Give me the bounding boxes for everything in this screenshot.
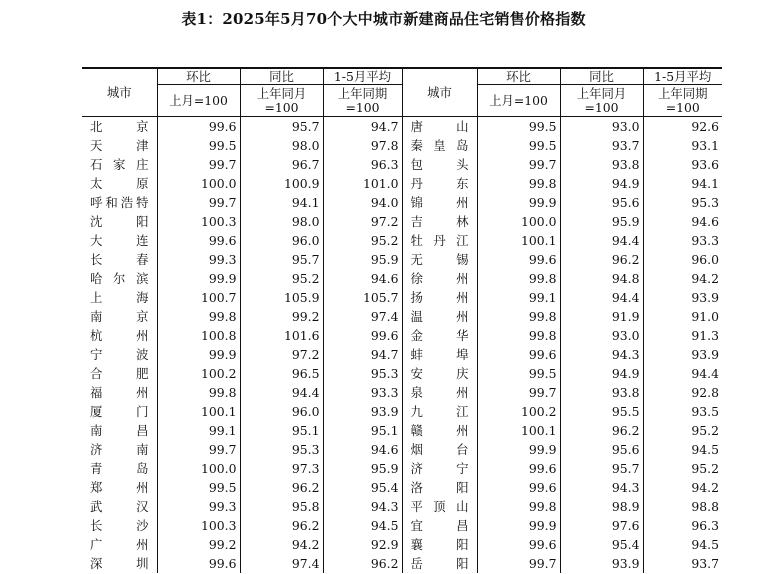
mom-cell: 99.8 — [157, 307, 240, 326]
city-cell: 烟台 — [402, 440, 477, 459]
avg-cell: 94.5 — [643, 440, 722, 459]
avg-cell: 94.5 — [323, 516, 402, 535]
city-cell: 襄阳 — [402, 535, 477, 554]
city-cell: 济南 — [90, 442, 149, 457]
table-row — [82, 440, 722, 459]
yoy-cell: 95.8 — [240, 497, 323, 516]
avg-cell: 95.3 — [643, 193, 722, 212]
yoy-cell: 95.5 — [560, 402, 643, 421]
yoy-cell: 96.5 — [240, 364, 323, 383]
mom-header: 环比 — [477, 68, 560, 85]
table-row — [82, 269, 722, 288]
avg-cell: 93.3 — [323, 383, 402, 402]
mom-cell: 99.8 — [477, 269, 560, 288]
table-row — [82, 345, 722, 364]
city-cell: 赣州 — [402, 421, 477, 440]
yoy-cell: 95.7 — [240, 117, 323, 137]
city-cell: 牡丹江 — [402, 231, 477, 250]
city-cell: 蚌埠 — [402, 345, 477, 364]
city-cell: 哈尔滨 — [90, 271, 149, 286]
table-row — [82, 383, 722, 402]
table-row — [82, 307, 722, 326]
city-cell: 北京 — [90, 119, 149, 134]
city-cell: 广州 — [90, 537, 149, 552]
avg-cell: 93.1 — [643, 136, 722, 155]
avg-cell: 94.6 — [323, 440, 402, 459]
city-cell: 郑州 — [90, 480, 149, 495]
table-row — [82, 231, 722, 250]
yoy-cell: 94.9 — [560, 364, 643, 383]
table-row — [82, 136, 722, 155]
mom-cell: 99.9 — [477, 440, 560, 459]
avg-cell: 93.9 — [643, 345, 722, 364]
table-row — [82, 459, 722, 478]
yoy-cell: 95.7 — [240, 250, 323, 269]
avg-cell: 92.9 — [323, 535, 402, 554]
city-cell: 泉州 — [402, 383, 477, 402]
city-cell: 杭州 — [90, 328, 149, 343]
city-cell: 金华 — [402, 326, 477, 345]
avg-cell: 92.6 — [643, 117, 722, 137]
yoy-cell: 95.2 — [240, 269, 323, 288]
mom-cell: 100.0 — [477, 212, 560, 231]
mom-cell: 99.6 — [477, 478, 560, 497]
yoy-cell: 100.9 — [240, 174, 323, 193]
table-row — [82, 174, 722, 193]
avg-cell: 101.0 — [323, 174, 402, 193]
city-cell: 吉林 — [402, 212, 477, 231]
avg-cell: 95.2 — [323, 231, 402, 250]
city-cell: 无锡 — [402, 250, 477, 269]
city-cell: 唐山 — [402, 117, 477, 137]
avg-cell: 94.2 — [643, 269, 722, 288]
yoy-cell: 96.2 — [560, 421, 643, 440]
avg-cell: 96.0 — [643, 250, 722, 269]
yoy-cell: 94.3 — [560, 478, 643, 497]
table-row — [82, 364, 722, 383]
city-cell: 合肥 — [90, 366, 149, 381]
mom-cell: 99.5 — [477, 117, 560, 137]
city-cell: 宜昌 — [402, 516, 477, 535]
yoy-cell: 93.0 — [560, 117, 643, 137]
mom-cell: 99.6 — [477, 459, 560, 478]
yoy-cell: 94.8 — [560, 269, 643, 288]
mom-cell: 99.7 — [477, 554, 560, 573]
avg-cell: 94.1 — [643, 174, 722, 193]
avg-cell: 95.9 — [323, 459, 402, 478]
mom-cell: 99.3 — [157, 497, 240, 516]
mom-subheader: 上月=100 — [477, 85, 560, 117]
avg-header: 1-5月平均 — [643, 68, 722, 85]
city-cell: 长沙 — [90, 518, 149, 533]
avg-cell: 94.5 — [643, 535, 722, 554]
table-row — [82, 516, 722, 535]
yoy-cell: 96.0 — [240, 231, 323, 250]
yoy-cell: 97.2 — [240, 345, 323, 364]
city-cell: 福州 — [90, 385, 149, 400]
city-cell: 宁波 — [90, 347, 149, 362]
mom-cell: 99.6 — [477, 250, 560, 269]
avg-cell: 95.3 — [323, 364, 402, 383]
yoy-cell: 95.4 — [560, 535, 643, 554]
avg-cell: 91.0 — [643, 307, 722, 326]
mom-cell: 99.6 — [157, 554, 240, 573]
avg-cell: 94.7 — [323, 345, 402, 364]
mom-cell: 100.1 — [477, 231, 560, 250]
yoy-subheader: 上年同月 =100 — [240, 85, 323, 117]
mom-cell: 99.8 — [477, 307, 560, 326]
avg-cell: 94.2 — [643, 478, 722, 497]
mom-cell: 99.8 — [477, 174, 560, 193]
mom-cell: 99.5 — [157, 136, 240, 155]
avg-cell: 94.6 — [323, 269, 402, 288]
mom-header: 环比 — [157, 68, 240, 85]
city-cell: 青岛 — [90, 461, 149, 476]
avg-header: 1-5月平均 — [323, 68, 402, 85]
yoy-cell: 105.9 — [240, 288, 323, 307]
city-cell: 太原 — [90, 176, 149, 191]
table-row — [82, 535, 722, 554]
avg-cell: 97.2 — [323, 212, 402, 231]
mom-cell: 99.6 — [157, 231, 240, 250]
yoy-cell: 97.6 — [560, 516, 643, 535]
mom-cell: 100.3 — [157, 212, 240, 231]
mom-cell: 99.7 — [157, 155, 240, 174]
table-row — [82, 117, 722, 137]
yoy-cell: 94.4 — [240, 383, 323, 402]
avg-cell: 94.6 — [643, 212, 722, 231]
mom-cell: 100.1 — [477, 421, 560, 440]
city-cell: 徐州 — [402, 269, 477, 288]
city-cell: 温州 — [402, 307, 477, 326]
city-cell: 包头 — [402, 155, 477, 174]
city-header: 城市 — [402, 68, 477, 117]
yoy-cell: 95.7 — [560, 459, 643, 478]
yoy-cell: 96.0 — [240, 402, 323, 421]
mom-cell: 99.9 — [477, 193, 560, 212]
price-index-table — [82, 67, 722, 573]
mom-cell: 99.5 — [157, 478, 240, 497]
avg-cell: 97.8 — [323, 136, 402, 155]
avg-cell: 105.7 — [323, 288, 402, 307]
yoy-cell: 95.3 — [240, 440, 323, 459]
city-cell: 秦皇岛 — [402, 136, 477, 155]
avg-cell: 93.9 — [323, 402, 402, 421]
yoy-cell: 95.6 — [560, 193, 643, 212]
mom-cell: 99.8 — [477, 497, 560, 516]
avg-cell: 96.3 — [323, 155, 402, 174]
mom-cell: 100.7 — [157, 288, 240, 307]
city-cell: 沈阳 — [90, 214, 149, 229]
table-row — [82, 554, 722, 573]
city-cell: 深圳 — [90, 556, 149, 571]
city-header: 城市 — [82, 68, 157, 117]
yoy-cell: 93.7 — [560, 136, 643, 155]
mom-cell: 99.6 — [477, 345, 560, 364]
city-cell: 上海 — [90, 290, 149, 305]
avg-cell: 95.2 — [643, 421, 722, 440]
city-cell: 大连 — [90, 233, 149, 248]
avg-cell: 93.3 — [643, 231, 722, 250]
avg-cell: 94.4 — [643, 364, 722, 383]
table-body — [82, 117, 722, 574]
avg-cell: 96.3 — [643, 516, 722, 535]
yoy-cell: 98.0 — [240, 212, 323, 231]
avg-cell: 92.8 — [643, 383, 722, 402]
table-row — [82, 155, 722, 174]
yoy-cell: 96.2 — [240, 478, 323, 497]
yoy-cell: 94.1 — [240, 193, 323, 212]
mom-cell: 99.2 — [157, 535, 240, 554]
mom-cell: 100.1 — [157, 402, 240, 421]
yoy-cell: 96.2 — [240, 516, 323, 535]
mom-cell: 99.7 — [157, 193, 240, 212]
yoy-cell: 98.9 — [560, 497, 643, 516]
city-cell: 南昌 — [90, 423, 149, 438]
table-row — [82, 402, 722, 421]
mom-cell: 99.7 — [477, 383, 560, 402]
mom-cell: 99.9 — [157, 269, 240, 288]
yoy-cell: 95.1 — [240, 421, 323, 440]
avg-cell: 96.2 — [323, 554, 402, 573]
city-cell: 平顶山 — [402, 497, 477, 516]
yoy-cell: 94.2 — [240, 535, 323, 554]
table-row — [82, 288, 722, 307]
mom-cell: 99.8 — [477, 326, 560, 345]
yoy-cell: 94.4 — [560, 231, 643, 250]
yoy-cell: 93.9 — [560, 554, 643, 573]
mom-cell: 100.8 — [157, 326, 240, 345]
city-cell: 安庆 — [402, 364, 477, 383]
yoy-cell: 97.4 — [240, 554, 323, 573]
mom-cell: 99.7 — [157, 440, 240, 459]
table-row — [82, 421, 722, 440]
yoy-cell: 93.8 — [560, 383, 643, 402]
yoy-cell: 91.9 — [560, 307, 643, 326]
city-cell: 锦州 — [402, 193, 477, 212]
mom-cell: 100.2 — [477, 402, 560, 421]
yoy-cell: 98.0 — [240, 136, 323, 155]
city-cell: 扬州 — [402, 288, 477, 307]
mom-cell: 99.6 — [157, 117, 240, 137]
yoy-cell: 96.2 — [560, 250, 643, 269]
city-cell: 九江 — [402, 402, 477, 421]
mom-cell: 99.6 — [477, 535, 560, 554]
mom-cell: 99.9 — [157, 345, 240, 364]
table-row — [82, 326, 722, 345]
table-title: 表1：2025年5月70个大中城市新建商品住宅销售价格指数 — [181, 10, 586, 28]
avg-cell: 95.9 — [323, 250, 402, 269]
avg-subheader: 上年同期 =100 — [323, 85, 402, 117]
city-cell: 呼和浩特 — [90, 195, 149, 210]
city-cell: 厦门 — [90, 404, 149, 419]
mom-cell: 99.8 — [157, 383, 240, 402]
mom-cell: 99.1 — [157, 421, 240, 440]
avg-cell: 91.3 — [643, 326, 722, 345]
avg-cell: 98.8 — [643, 497, 722, 516]
city-cell: 洛阳 — [402, 478, 477, 497]
city-cell: 武汉 — [90, 499, 149, 514]
yoy-cell: 94.4 — [560, 288, 643, 307]
mom-cell: 99.3 — [157, 250, 240, 269]
mom-cell: 99.7 — [477, 155, 560, 174]
mom-cell: 99.5 — [477, 364, 560, 383]
table-row — [82, 478, 722, 497]
city-cell: 石家庄 — [90, 157, 149, 172]
city-cell: 天津 — [90, 138, 149, 153]
yoy-subheader: 上年同月 =100 — [560, 85, 643, 117]
avg-cell: 94.3 — [323, 497, 402, 516]
yoy-cell: 96.7 — [240, 155, 323, 174]
avg-cell: 97.4 — [323, 307, 402, 326]
city-cell: 丹东 — [402, 174, 477, 193]
mom-cell: 100.3 — [157, 516, 240, 535]
yoy-cell: 99.2 — [240, 307, 323, 326]
avg-cell: 95.4 — [323, 478, 402, 497]
table-row — [82, 193, 722, 212]
yoy-cell: 97.3 — [240, 459, 323, 478]
mom-cell: 100.0 — [157, 174, 240, 193]
avg-subheader: 上年同期 =100 — [643, 85, 722, 117]
mom-cell: 99.9 — [477, 516, 560, 535]
yoy-header: 同比 — [240, 68, 323, 85]
yoy-cell: 93.8 — [560, 155, 643, 174]
avg-cell: 93.7 — [643, 554, 722, 573]
table-row — [82, 212, 722, 231]
mom-cell: 99.1 — [477, 288, 560, 307]
avg-cell: 93.5 — [643, 402, 722, 421]
table-row — [82, 497, 722, 516]
avg-cell: 94.0 — [323, 193, 402, 212]
yoy-cell: 95.9 — [560, 212, 643, 231]
yoy-cell: 101.6 — [240, 326, 323, 345]
avg-cell: 95.2 — [643, 459, 722, 478]
city-cell: 岳阳 — [402, 554, 477, 573]
yoy-cell: 94.9 — [560, 174, 643, 193]
city-cell: 长春 — [90, 252, 149, 267]
avg-cell: 93.6 — [643, 155, 722, 174]
avg-cell: 94.7 — [323, 117, 402, 137]
yoy-cell: 94.3 — [560, 345, 643, 364]
mom-cell: 99.5 — [477, 136, 560, 155]
avg-cell: 93.9 — [643, 288, 722, 307]
city-cell: 南京 — [90, 309, 149, 324]
mom-cell: 100.2 — [157, 364, 240, 383]
yoy-cell: 93.0 — [560, 326, 643, 345]
yoy-header: 同比 — [560, 68, 643, 85]
avg-cell: 95.1 — [323, 421, 402, 440]
avg-cell: 99.6 — [323, 326, 402, 345]
table-row — [82, 250, 722, 269]
city-cell: 济宁 — [402, 459, 477, 478]
yoy-cell: 95.6 — [560, 440, 643, 459]
mom-cell: 100.0 — [157, 459, 240, 478]
mom-subheader: 上月=100 — [157, 85, 240, 117]
